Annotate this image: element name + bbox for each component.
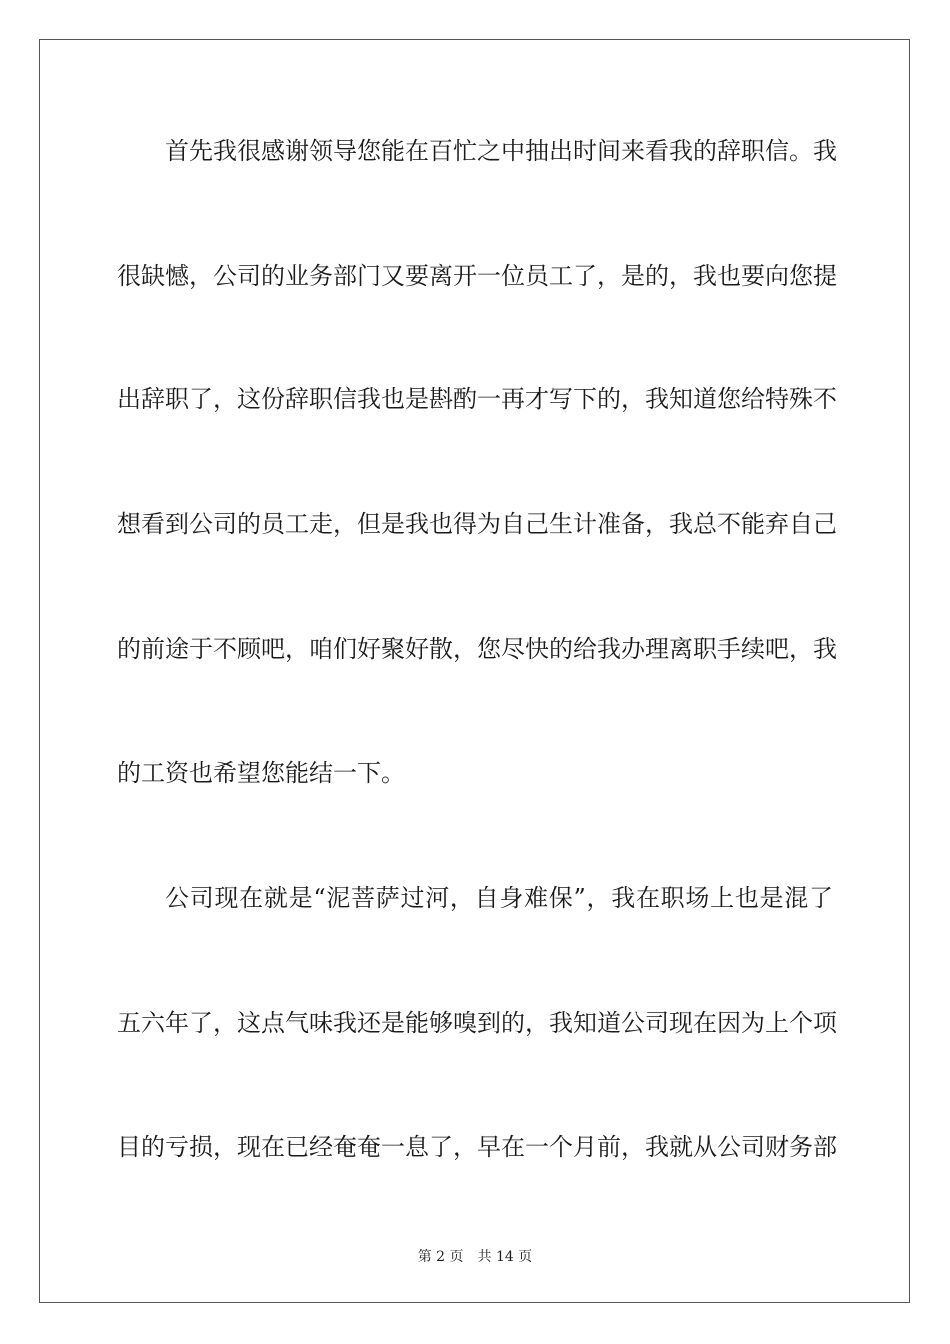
paragraph-2-line-1: 公司现在就是“泥菩萨过河，自身难保”，我在职场上也是混了 xyxy=(165,884,833,912)
page-total: 共 14 页 xyxy=(477,1249,533,1265)
paragraph-1-line-4: 想看到公司的员工走，但是我也得为自己生计准备，我总不能弃自己 xyxy=(117,510,837,538)
paragraph-1-line-2: 很缺憾，公司的业务部门又要离开一位员工了，是的，我也要向您提 xyxy=(117,262,837,290)
paragraph-2-line-2: 五六年了，这点气味我还是能够嗅到的，我知道公司现在因为上个项 xyxy=(117,1009,837,1037)
paragraph-1-line-6: 的工资也希望您能结一下。 xyxy=(117,759,405,787)
page-number: 第 2 页 xyxy=(417,1249,464,1265)
paragraph-1-line-1: 首先我很感谢领导您能在百忙之中抽出时间来看我的辞职信。我 xyxy=(165,137,837,165)
paragraph-1-line-3: 出辞职了，这份辞职信我也是斟酌一再才写下的，我知道您给特殊不 xyxy=(117,385,837,413)
page-border xyxy=(39,39,910,1303)
paragraph-1-line-5: 的前途于不顾吧，咱们好聚好散，您尽快的给我办理离职手续吧，我 xyxy=(117,635,837,663)
page-footer xyxy=(0,1248,950,1266)
paragraph-2-line-3: 目的亏损，现在已经奄奄一息了，早在一个月前，我就从公司财务部 xyxy=(117,1133,837,1161)
